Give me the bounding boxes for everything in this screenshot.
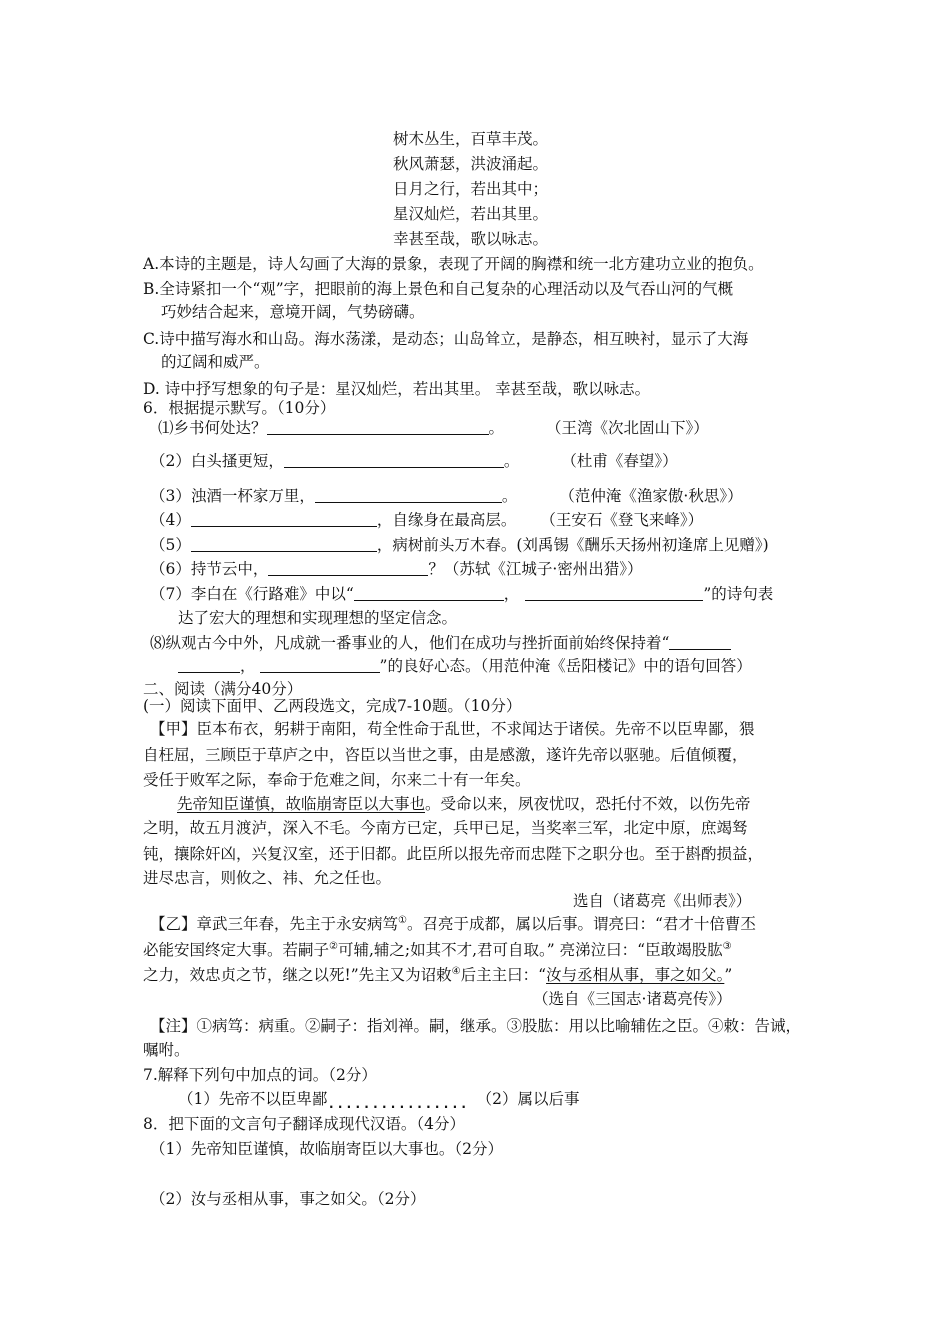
passage-jia-line: 自枉屈，三顾臣于草庐之中，咨臣以当世之事，由是感激，遂许先帝以驱驰。后值倾覆， bbox=[143, 746, 748, 764]
q8-item-2: （2）汝与丞相从事，事之如父。（2分） bbox=[150, 1190, 426, 1208]
option-b-cont: 巧妙结合起来，意境开阔，气势磅礴。 bbox=[161, 303, 425, 321]
footnote-marker: ③ bbox=[722, 941, 732, 952]
answer-blank[interactable] bbox=[267, 418, 489, 435]
q7-title: 7.解释下列句中加点的词。（2分） bbox=[143, 1066, 377, 1084]
q6-item-7-cont: 达了宏大的理想和实现理想的坚定信念。 bbox=[178, 609, 458, 627]
passage-jia-line: 进尽忠言，则攸之、祎、允之任也。 bbox=[143, 869, 392, 887]
q6-item-5: （5） ，病树前头万木春。(刘禹锡《酬乐天扬州初逢席上见赠》) bbox=[150, 536, 769, 554]
q6-item-3: （3）浊酒一杯家万里， 。 （范仲淹《渔家傲·秋思》） bbox=[150, 487, 743, 505]
option-c-cont: 的辽阔和威严。 bbox=[161, 353, 270, 371]
passage-jia-line: 先帝知臣谨慎，故临崩寄臣以大事也。受命以来，夙夜忧叹，恐托付不效，以伤先帝 bbox=[177, 795, 751, 813]
emphasis-dots: ................ bbox=[327, 1097, 469, 1112]
poem-line: 树木丛生，百草丰茂。 bbox=[393, 130, 549, 148]
passage-jia-source: 选自（诸葛亮《出师表》） bbox=[573, 892, 752, 910]
q6-item-8: ⑻纵观古今中外，凡成就一番事业的人，他们在成功与挫折面前始终保持着“ bbox=[150, 633, 731, 653]
passage-jia-line: 【甲】臣本布衣，躬耕于南阳，苟全性命于乱世，不求闻达于诸侯。先帝不以臣卑鄙，猥 bbox=[150, 720, 755, 738]
q6-title: 6．根据提示默写。（10分） bbox=[143, 399, 336, 417]
answer-blank[interactable] bbox=[354, 584, 504, 601]
answer-blank[interactable] bbox=[191, 535, 377, 552]
section-title: 二、阅读（满分40分） bbox=[143, 680, 303, 698]
option-a: A.本诗的主题是，诗人勾画了大海的景象，表现了开阔的胸襟和统一北方建功立业的抱负。 bbox=[143, 255, 764, 273]
notes-line: 嘱咐。 bbox=[143, 1041, 190, 1059]
footnote-marker: ① bbox=[398, 915, 407, 926]
q6-item-6: （6）持节云中， ？（苏轼《江城子·密州出猎》） bbox=[150, 560, 643, 578]
passage-yi-line: 必能安国终定大事。若嗣子②可辅,辅之;如其不才,君可自取。” 亮涕泣曰：“臣敢竭股肱③ bbox=[143, 941, 732, 959]
answer-blank[interactable] bbox=[191, 510, 377, 527]
answer-blank[interactable] bbox=[315, 486, 502, 503]
q6-item-4: （4） ，自缘身在最高层。 （王安石《登飞来峰》） bbox=[150, 511, 704, 529]
q6-item-8-cont: ， ”的良好心态。（用范仲淹《岳阳楼记》中的语句回答） bbox=[178, 656, 752, 676]
option-c: C.诗中描写海水和山岛。海水荡漾，是动态；山岛耸立，是静态，相互映衬，显示了大海 bbox=[143, 330, 749, 348]
passage-yi-line: 【乙】章武三年春，先主于永安病笃①。召亮于成都，属以后事。谓亮曰：“君才十倍曹丕 bbox=[150, 915, 756, 933]
q8-title: 8．把下面的文言句子翻译成现代汉语。（4分） bbox=[143, 1115, 465, 1133]
answer-blank[interactable] bbox=[268, 559, 428, 576]
passage-jia-line: 之明，故五月渡泸，深入不毛。今南方已定，兵甲已足，当奖率三军，北定中原，庶竭驽 bbox=[143, 819, 748, 837]
poem-line: 日月之行，若出其中； bbox=[393, 180, 549, 198]
answer-blank[interactable] bbox=[284, 451, 504, 468]
q6-item-7: （7）李白在《行路难》中以“ ， ”的诗句表 bbox=[150, 585, 774, 603]
q6-item-2: （2）白头搔更短， 。 （杜甫《春望》） bbox=[150, 452, 678, 470]
underlined-sentence: 先帝知臣谨慎，故临崩寄臣以大事也 bbox=[177, 795, 426, 813]
notes-line: 【注】①病笃：病重。②嗣子：指刘禅。嗣，继承。③股肱：用以比喻辅佐之臣。④敕：告诫， bbox=[150, 1017, 802, 1035]
option-d: D. 诗中抒写想象的句子是：星汉灿烂，若出其里。 幸甚至哉，歌以咏志。 bbox=[143, 380, 651, 398]
footnote-marker: ④ bbox=[451, 966, 461, 977]
poem-line: 秋风萧瑟，洪波涌起。 bbox=[393, 155, 549, 173]
answer-blank[interactable] bbox=[669, 633, 731, 650]
q7-items: （1）先帝不以臣卑鄙................ （2）属以后事 bbox=[178, 1089, 579, 1115]
answer-blank[interactable] bbox=[525, 584, 703, 601]
passage-jia-line: 钝，攘除奸凶，兴复汉室，还于旧都。此臣所以报先帝而忠陛下之职分也。至于斟酌损益， bbox=[143, 845, 764, 863]
passage-yi-line: 之力，效忠贞之节，继之以死!”先主又为诏敕④后主主曰：“汝与丞相从事，事之如父。” bbox=[143, 966, 733, 984]
passage-jia-line: 受任于败军之际，奉命于危难之间，尔来二十有一年矣。 bbox=[143, 771, 531, 789]
underlined-sentence: 汝与丞相从事，事之如父。 bbox=[546, 966, 725, 984]
answer-blank[interactable] bbox=[260, 656, 380, 673]
passage-yi-source: （选自《三国志·诸葛亮传》） bbox=[533, 990, 732, 1008]
q6-item-1: ⑴乡书何处达？ 。 （王湾《次北固山下》） bbox=[158, 419, 709, 437]
footnote-marker: ② bbox=[329, 941, 338, 952]
q8-item-1: （1）先帝知臣谨慎，故临崩寄臣以大事也。（2分） bbox=[150, 1140, 503, 1158]
answer-blank[interactable] bbox=[178, 656, 240, 673]
section-subtitle: (一）阅读下面甲、乙两段选文，完成7-10题。（10分） bbox=[143, 697, 522, 715]
poem-line: 幸甚至哉，歌以咏志。 bbox=[393, 230, 549, 248]
poem-line: 星汉灿烂，若出其里。 bbox=[393, 205, 549, 223]
option-b: B.全诗紧扣一个“观”字，把眼前的海上景色和自己复杂的心理活动以及气吞山河的气概 bbox=[143, 280, 734, 298]
